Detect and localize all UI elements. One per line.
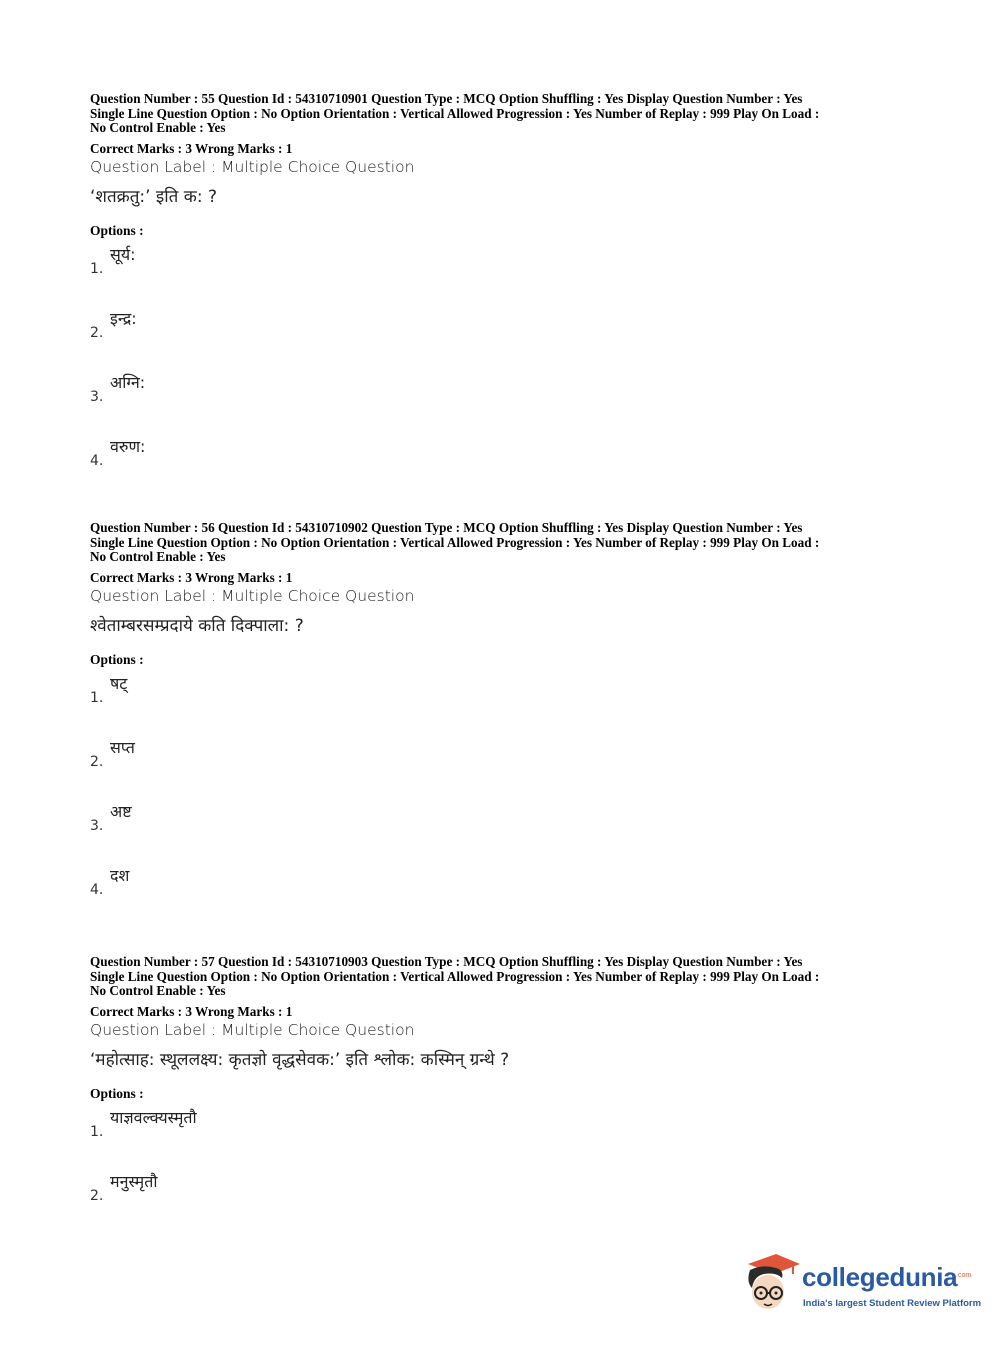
question-57 [90, 955, 920, 1230]
logo-wordmark: collegedunia [802, 1262, 958, 1292]
options-heading: Options : [90, 651, 144, 667]
collegedunia-logo [742, 1252, 982, 1314]
option-text: याज्ञवल्क्यस्मृतौ [110, 1107, 197, 1127]
option-3[interactable] [90, 796, 920, 860]
question-label: Question Label : Multiple Choice Question [90, 157, 415, 176]
question-meta-line: No Control Enable : Yes [90, 983, 226, 999]
question-meta-line: Single Line Question Option : No Option Orientation : Vertical Allowed Progression : Yes Number of Replay : 999 Play On Load : [90, 534, 820, 550]
option-text: वरुण: [110, 436, 146, 456]
options-heading: Options : [90, 222, 144, 238]
question-text: ‘महोत्साह: स्थूललक्ष्य: कृतज्ञो वृद्धसेवक:’ इति श्लोक: कस्मिन् ग्रन्थे ? [90, 1049, 510, 1070]
question-marks: Correct Marks : 3 Wrong Marks : 1 [90, 1003, 293, 1019]
question-text: श्वेताम्बरसम्प्रदाये कति दिक्पाला: ? [90, 615, 304, 636]
option-1[interactable] [90, 239, 920, 303]
option-number: 4. [90, 881, 104, 898]
option-number: 1. [90, 689, 104, 706]
option-number: 1. [90, 1123, 104, 1140]
option-1[interactable] [90, 668, 920, 732]
question-label: Question Label : Multiple Choice Question [90, 586, 415, 605]
option-number: 3. [90, 388, 104, 405]
option-number: 4. [90, 452, 104, 469]
option-text: दश [110, 865, 130, 885]
question-meta-line: Question Number : 57 Question Id : 54310710903 Question Type : MCQ Option Shuffling : Yes Display Question Number : Yes [90, 954, 803, 969]
option-2[interactable] [90, 303, 920, 367]
option-number: 2. [90, 1187, 104, 1204]
student-mascot-icon [742, 1252, 802, 1314]
question-meta-line: Question Number : 55 Question Id : 54310710901 Question Type : MCQ Option Shuffling : Yes Display Question Number : Yes [90, 91, 803, 106]
question-meta-line: Single Line Question Option : No Option Orientation : Vertical Allowed Progression : Yes Number of Replay : 999 Play On Load : [90, 968, 820, 984]
option-number: 2. [90, 324, 104, 341]
question-meta-line: No Control Enable : Yes [90, 120, 226, 136]
options-heading: Options : [90, 1085, 144, 1101]
question-55 [90, 92, 920, 495]
question-marks: Correct Marks : 3 Wrong Marks : 1 [90, 140, 293, 156]
option-text: सूर्य: [110, 244, 136, 264]
option-1[interactable] [90, 1102, 920, 1166]
option-text: इन्द्र: [110, 308, 137, 328]
question-marks: Correct Marks : 3 Wrong Marks : 1 [90, 569, 293, 585]
question-label: Question Label : Multiple Choice Question [90, 1020, 415, 1039]
option-4[interactable] [90, 431, 920, 495]
question-meta-line: No Control Enable : Yes [90, 549, 226, 565]
question-56 [90, 521, 920, 924]
logo-tagline: India's largest Student Review Platform [803, 1298, 982, 1309]
option-2[interactable] [90, 732, 920, 796]
option-2[interactable] [90, 1166, 920, 1230]
option-3[interactable] [90, 367, 920, 431]
option-4[interactable] [90, 860, 920, 924]
option-number: 3. [90, 817, 104, 834]
option-number: 2. [90, 753, 104, 770]
option-text: मनुस्मृतौ [110, 1171, 158, 1191]
option-number: 1. [90, 260, 104, 277]
question-text: ‘शतक्रतु:’ इति क: ? [90, 186, 217, 207]
option-text: सप्त [110, 737, 135, 757]
question-meta-line: Single Line Question Option : No Option Orientation : Vertical Allowed Progression : Yes Number of Replay : 999 Play On Load : [90, 105, 820, 121]
option-text: षट् [110, 673, 128, 693]
question-meta-line: Question Number : 56 Question Id : 54310710902 Question Type : MCQ Option Shuffling : Yes Display Question Number : Yes [90, 520, 803, 535]
option-text: अष्ट [110, 801, 132, 821]
logo-suffix: .com [956, 1272, 972, 1279]
option-text: अग्नि: [110, 372, 146, 392]
